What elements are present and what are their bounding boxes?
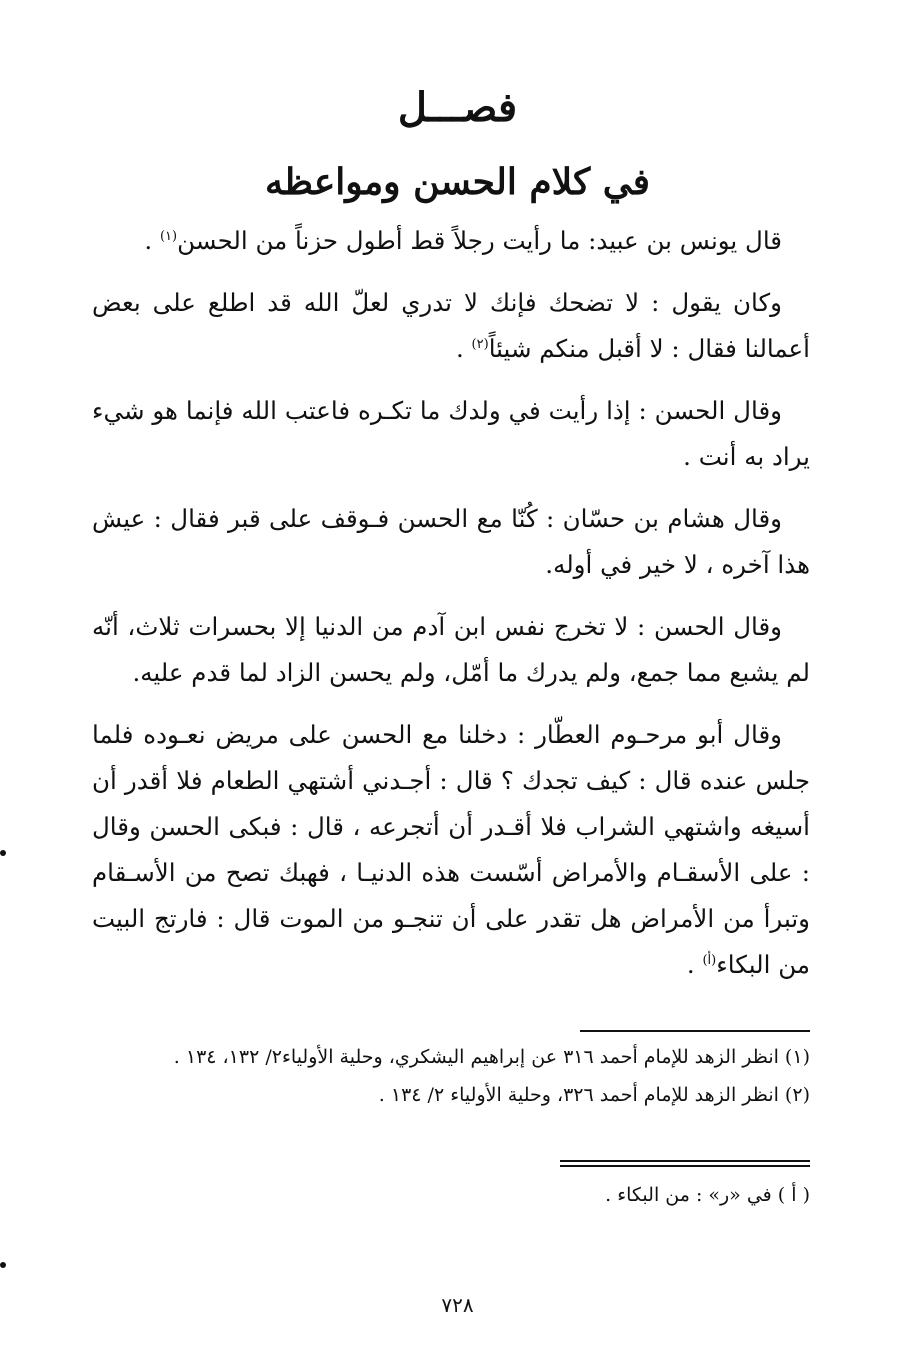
footnote-ref: (أ) bbox=[702, 952, 717, 968]
page-number: ٧٢٨ bbox=[441, 1293, 474, 1317]
footnotes bbox=[92, 1040, 810, 1116]
paragraph-end: . bbox=[686, 950, 703, 979]
paragraph-6 bbox=[92, 712, 810, 988]
paragraph-5 bbox=[92, 604, 810, 696]
chapter-heading: فصـــل bbox=[397, 84, 518, 131]
manuscript-variant-note: ( أ ) في «ر» : من البكاء . bbox=[605, 1184, 810, 1206]
variant-divider-top bbox=[560, 1160, 810, 1162]
footnote-1: (١) انظر الزهد للإمام أحمد ٣١٦ عن إبراهيم اليشكري، وحلية الأولياء٢/ ١٣٢، ١٣٤ . bbox=[173, 1046, 810, 1068]
paragraph-text: وكان يقول : لا تضحك فإنك لا تدري لعلّ الله قد اطلع على بعض أعمالنا فقال : لا أقبل منكم شيئاً bbox=[92, 288, 810, 363]
section-title: في كلام الحسن ومواعظه bbox=[264, 161, 651, 203]
paragraph-1 bbox=[92, 218, 810, 264]
paragraph-text: وقال هشام بن حسّان : كُنّا مع الحسن فـوقف على قبر فقال : عيش هذا آخره ، لا خير في أوله. bbox=[92, 504, 810, 579]
body-text bbox=[92, 218, 810, 1004]
paragraph-3 bbox=[92, 388, 810, 480]
paragraph-text: وقال الحسن : لا تخرج نفس ابن آدم من الدنيا إلا بحسرات ثلاث، أنّه لم يشبع مما جمع، ولم يدرك ما أمّل، ولم يحسن الزاد لما قدم عليه. bbox=[92, 612, 810, 687]
paragraph-2 bbox=[92, 280, 810, 372]
margin-mark bbox=[0, 1262, 6, 1268]
footnote-2: (٢) انظر الزهد للإمام أحمد ٣٢٦، وحلية الأولياء ٢/ ١٣٤ . bbox=[378, 1084, 810, 1106]
margin-mark bbox=[0, 850, 6, 856]
paragraph-end: . bbox=[455, 334, 472, 363]
paragraph-end: . bbox=[144, 226, 160, 255]
footnote-ref: (٢) bbox=[471, 336, 489, 352]
variant-divider-bottom bbox=[560, 1165, 810, 1167]
paragraph-4 bbox=[92, 496, 810, 588]
paragraph-text: قال يونس بن عبيد: ما رأيت رجلاً قط أطول حزناً من الحسن bbox=[177, 226, 782, 255]
footnote-divider bbox=[580, 1030, 810, 1032]
paragraph-text: وقال أبو مرحـوم العطّار : دخلنا مع الحسن على مريض نعـوده فلما جلس عنده قال : كيف تجدك ؟ قال : أجـدني أشتهي الطعام فلا أقدر أن أسيغه واشتهي الشراب فلا أقـدر أن أتجرعه ، قال : فبكى الحسن وقال : على الأسقـام والأمراض أسّست هذه الدنيـا ، فهبك تصح من الأسـقام وتبرأ من الأمراض هل تقدر على أن تنجـو من الموت قال : فارتج البيت من البكاء bbox=[92, 720, 810, 979]
footnote-ref: (١) bbox=[159, 228, 178, 244]
paragraph-text: وقال الحسن : إذا رأيت في ولدك ما تكـره فاعتب الله فإنما هو شيء يراد به أنت . bbox=[92, 396, 810, 471]
